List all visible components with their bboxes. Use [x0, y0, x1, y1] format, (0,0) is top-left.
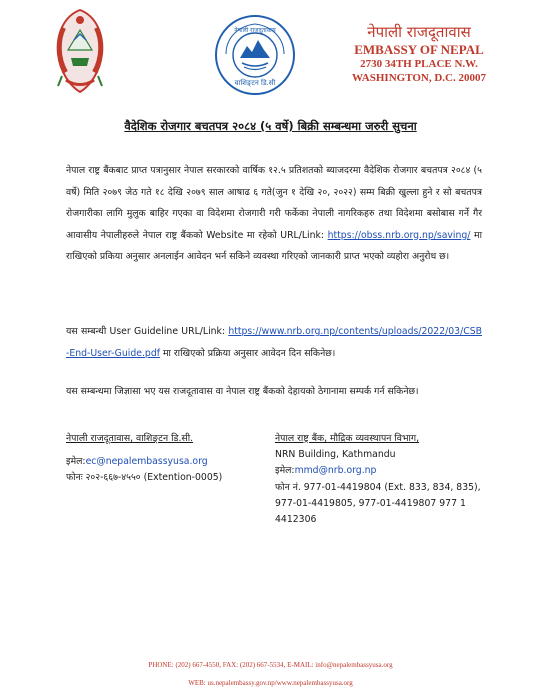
contact-embassy	[66, 431, 266, 487]
nrb-building: NRN Building, Kathmandu	[275, 449, 396, 461]
seal-bottom-text: वाशिङ्टन डि.सी	[234, 79, 276, 87]
footer-contact-line: PHONE: (202) 667-4550, FAX: (202) 667-5534, E-MAIL: info@nepalembassyusa.org	[148, 661, 393, 669]
embassy-contact-name: नेपाली राजदूतावास, वाशिङ्टन डि.सी.	[66, 433, 194, 444]
notice-paragraph-1	[66, 160, 482, 268]
seal-top-text: नेपाली राजदूतावास	[234, 27, 276, 34]
footer-web-line: WEB: us.nepalembassy.gov.np/www.nepalembassyusa.org	[188, 679, 353, 687]
notice-title: वैदेशिक रोजगार बचतपत्र २०८४ (५ वर्षे) बिक्री सम्बन्धमा जरुरी सुचना	[124, 119, 417, 133]
nrb-phone: फोन नं. 977-01-4419804 (Ext. 833, 834, 835), 977-01-4419805, 977-01-4419807 977 1 4412306	[275, 481, 481, 526]
nrb-email-label: इमेल:	[275, 465, 295, 477]
address-line-1: 2730 34TH PLACE N.W.	[360, 58, 478, 70]
embassy-name-english: EMBASSY OF NEPAL	[354, 42, 484, 57]
notice-paragraph-2	[66, 321, 482, 364]
paragraph-1-text: नेपाल राष्ट्र बैंकबाट प्राप्त पत्रानुसार नेपाल सरकारको वार्षिक १२.५ प्रतिशतको ब्याजदरमा वैदेशिक रोजगार बचतपत्र २०८४ (५ वर्षे) मिति २०७९ जेठ गते १८ देखि २०७९ साल आषाढ ६ गते(जुन १ देखि २०, २०२२) सम्म बिक्री खुल्ला हुने र सो बचतपत्र रोजगारीका लागि मुलुक बाहिर गएका वा विदेशमा रोजगारी गरी फर्केका नेपाली नागरिकहरु तथा विदेशमा बसोबास गर्ने गैर आवासीय नेपालीहरुले नेपाल राष्ट्र बैंकको Website मा रहेको URL/Link:	[66, 165, 482, 241]
embassy-name-nepali: नेपाली राजदूतावास	[367, 23, 471, 41]
nrb-contact-name: नेपाल राष्ट्र बैंक, मौद्रिक व्यवस्थापन विभाग,	[275, 433, 420, 444]
nrb-email-row	[275, 463, 490, 479]
contact-nrb	[275, 431, 490, 528]
user-guide-link[interactable]: https://www.nrb.org.np/contents/uploads/2022/03/CSB-End-User-Guide.pdf	[66, 326, 482, 359]
notice-paragraph-3: यस सम्बन्धमा जिज्ञासा भए यस राजदूतावास वा नेपाल राष्ट्र बैंकको देहायको ठेगानामा सम्पर्क गर्न सकिनेछ।	[66, 386, 419, 397]
embassy-header	[319, 22, 519, 85]
obss-saving-link[interactable]: https://obss.nrb.org.np/saving/	[327, 229, 471, 241]
embassy-seal-icon	[214, 14, 296, 96]
address-line-2: WASHINGTON, D.C. 20007	[352, 72, 486, 84]
embassy-phone: फोनः २०२-६६७-४५५० (Extention-0005)	[66, 472, 223, 484]
paragraph-1-text-after: मा राखिएको प्रकिया अनुसार अनलाईन आवेदन भर्न सकिने व्यवस्था गरिएको जानकारी प्राप्त भएको व्यहोरा अनुरोध छ।	[66, 229, 482, 262]
nrb-email[interactable]: mmd@nrb.org.np	[294, 465, 377, 477]
paragraph-2-text: यस सम्बन्धी User Guideline URL/Link:	[66, 326, 229, 337]
embassy-email-label: इमेल:	[66, 456, 86, 468]
nepal-coat-of-arms-icon	[44, 6, 116, 96]
embassy-email-row	[66, 454, 266, 470]
embassy-email[interactable]: ec@nepalembassyusa.org	[85, 456, 208, 468]
paragraph-2-text-after: मा राखिएको प्रक्रिया अनुसार आवेदन दिन सकिनेछ।	[160, 347, 336, 359]
